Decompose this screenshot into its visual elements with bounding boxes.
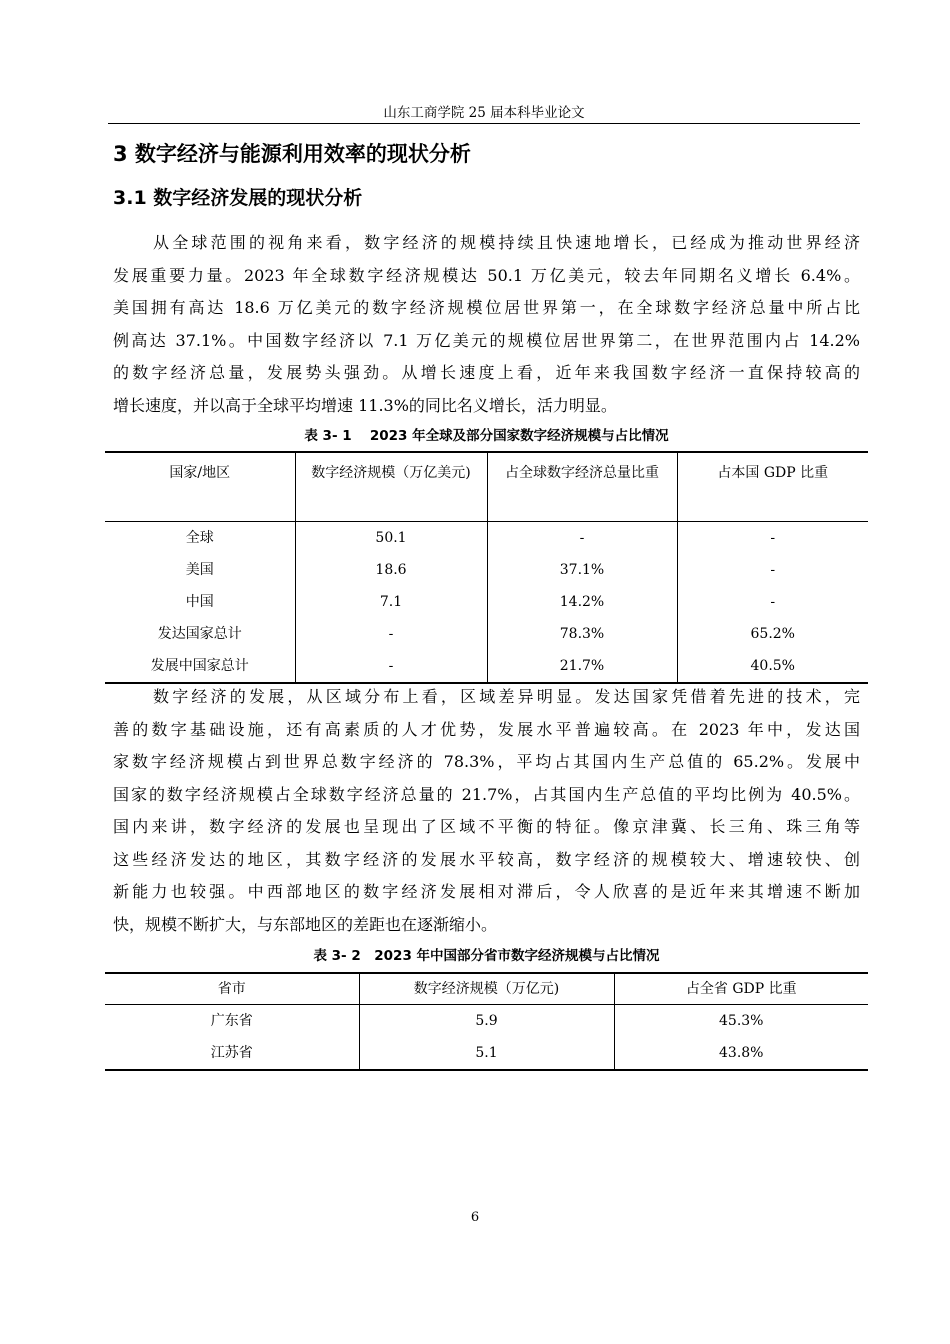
paragraph-line: 善的数字基础设施，还有高素质的人才优势，发展水平普遍较高。在 2023 年中，发达国 [113, 719, 860, 739]
paragraph-line: 家数字经济规模占到世界总数字经济的 78.3%，平均占其国内生产总值的 65.2%。发展中 [113, 752, 860, 771]
table2-caption: 表 3- 2 2023 年中国部分省市数字经济规模与占比情况 [313, 948, 660, 964]
table-cell: - [295, 618, 487, 650]
paragraph-line: 国内来讲，数字经济的发展也呈现出了区域不平衡的特征。像京津冀、长三角、珠三角等 [113, 817, 860, 836]
table1-caption: 表 3- 1 2023 年全球及部分国家数字经济规模与占比情况 [304, 428, 669, 444]
table-cell: 50.1 [295, 522, 487, 555]
table-cell: 发达国家总计 [157, 626, 242, 642]
header-rule [108, 123, 860, 124]
table-cell: - [487, 522, 677, 555]
table-cell: 江苏省 [210, 1045, 253, 1061]
table-cell: 7.1 [295, 586, 487, 618]
table-cell: 40.5% [677, 650, 868, 683]
table-global-digital-economy [105, 451, 868, 684]
column-header: 占全省 GDP 比重 [614, 973, 868, 1005]
table-cell: 65.2% [677, 618, 868, 650]
table-cell: 5.9 [359, 1005, 614, 1038]
table-cell: 5.1 [359, 1037, 614, 1070]
table-row [105, 1037, 868, 1070]
column-header: 占全球数字经济总量比重 [487, 452, 677, 522]
table-row [105, 554, 868, 586]
paragraph-global-overview [113, 227, 860, 422]
table-cell: 18.6 [295, 554, 487, 586]
table-cell: - [677, 554, 868, 586]
running-header: 山东工商学院 25 届本科毕业论文 [383, 105, 585, 121]
table-cell: 45.3% [614, 1005, 868, 1038]
paragraph-line: 美国拥有高达 18.6 万亿美元的数字经济规模位居世界第一，在全球数字经济总量中所占比 [113, 298, 860, 317]
paragraph-line: 发展重要力量。2023 年全球数字经济规模达 50.1 万亿美元，较去年同期名义增长 6.4%。 [113, 265, 860, 285]
table-cell: 全球 [185, 530, 214, 546]
paragraph-regional-distribution [113, 681, 860, 941]
paragraph-line: 的数字经济总量，发展势头强劲。从增长速度上看，近年来我国数字经济一直保持较高的 [113, 363, 860, 382]
table-cell: 广东省 [210, 1013, 253, 1029]
paragraph-line: 从全球范围的视角来看，数字经济的规模持续且快速地增长，已经成为推动世界经济 [153, 233, 860, 252]
table-cell: - [677, 586, 868, 618]
section-heading: 3 数字经济与能源利用效率的现状分析 [113, 142, 471, 166]
column-header: 省市 [105, 973, 359, 1005]
paragraph-line: 数字经济的发展，从区域分布上看，区域差异明显。发达国家凭借着先进的技术，完 [153, 687, 860, 706]
table-china-provinces [105, 972, 868, 1071]
table-cell: - [677, 522, 868, 555]
table-cell: 37.1% [487, 554, 677, 586]
paragraph-line: 这些经济发达的地区，其数字经济的发展水平较高，数字经济的规模较大、增速较快、创 [113, 849, 860, 869]
table-header-row [105, 973, 868, 1005]
table-row [105, 650, 868, 683]
table-row [105, 1005, 868, 1038]
paragraph-line: 增长速度，并以高于全球平均增速 11.3%的同比名义增长，活力明显。 [113, 395, 617, 415]
column-header: 数字经济规模（万亿元) [359, 973, 614, 1005]
paragraph-line: 新能力也较强。中西部地区的数字经济发展相对滞后，令人欣喜的是近年来其增速不断加 [113, 882, 860, 901]
table-cell: 14.2% [487, 586, 677, 618]
page-number: 6 [470, 1210, 480, 1225]
table-header-row [105, 452, 868, 522]
subsection-heading: 3.1 数字经济发展的现状分析 [113, 187, 363, 209]
paragraph-line: 快，规模不断扩大，与东部地区的差距也在逐渐缩小。 [113, 914, 498, 934]
table-cell: 78.3% [487, 618, 677, 650]
table-cell: 21.7% [487, 650, 677, 683]
column-header: 占本国 GDP 比重 [677, 452, 868, 522]
paragraph-line: 国家的数字经济规模占全球数字经济总量的 21.7%，占其国内生产总值的平均比例为 40.5%。 [113, 784, 860, 804]
table-cell: - [295, 650, 487, 683]
table-cell: 美国 [185, 562, 214, 578]
column-header: 数字经济规模（万亿美元) [295, 452, 487, 522]
table-row [105, 586, 868, 618]
paragraph-line: 例高达 37.1%。中国数字经济以 7.1 万亿美元的规模位居世界第二，在世界范围内占 14.2% [113, 330, 860, 350]
table-row [105, 522, 868, 555]
table-row [105, 618, 868, 650]
table-cell: 发展中国家总计 [150, 658, 249, 674]
column-header: 国家/地区 [105, 452, 295, 522]
table-cell: 中国 [185, 594, 214, 610]
table-cell: 43.8% [614, 1037, 868, 1070]
